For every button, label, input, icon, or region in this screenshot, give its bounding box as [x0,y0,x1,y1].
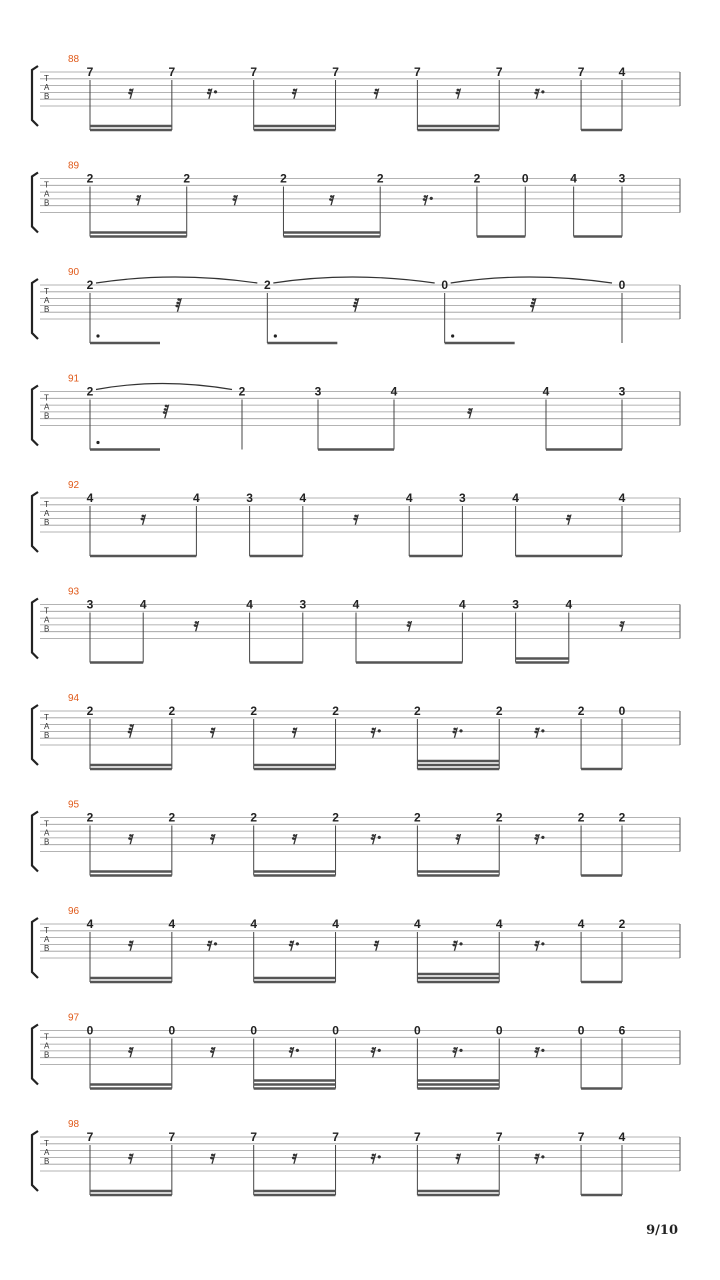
rest-symbol: 𝄿· [534,82,547,103]
tab-clef-letter: T [44,1032,49,1042]
fret-number: 4 [352,597,360,612]
tab-clef-letter: T [44,500,49,509]
fret-number: 2 [473,171,481,186]
fret-number: 2 [86,384,94,399]
rest-symbol: 𝄿 [619,614,625,636]
rest-symbol: 𝄿· [288,934,301,955]
fret-number: 4 [332,917,339,931]
rest-symbol: 𝄿 [291,721,298,742]
fret-number: 3 [512,597,519,612]
measure-number: 88 [68,54,80,65]
fret-number: 2 [618,917,626,931]
fret-number: 4 [542,384,550,399]
rest-symbol: 𝄿· [534,1147,547,1168]
tab-clef-letter: T [44,287,49,296]
fret-number: 2 [414,704,421,718]
tab-clef-letter: A [44,509,50,518]
tab-clef-letter: A [44,1148,50,1157]
tab-clef-letter: T [44,74,49,83]
tab-clef-letter: A [44,828,50,838]
fret-number: 4 [405,491,413,505]
tab-clef-letter: B [44,624,50,634]
rest-symbol: 𝄿 [210,1147,216,1168]
fret-number: 7 [495,65,503,79]
fret-number: 7 [577,65,585,79]
fret-number: 2 [280,171,287,186]
fret-number: 2 [86,278,94,292]
fret-number: 2 [332,704,339,718]
tab-system [32,1013,680,1089]
system-bracket [32,492,38,552]
fret-number: 7 [86,1130,94,1144]
tab-clef-letter: B [44,411,50,421]
rest-symbol: 𝄿 [135,188,142,210]
tab-clef-letter: B [44,518,50,527]
fret-number: 4 [168,917,176,931]
fret-number: 2 [238,384,246,399]
tab-system [32,1119,680,1195]
tab-clef-letter: T [44,1139,49,1148]
rest-symbol: 𝄿· [452,1040,465,1062]
fret-number: 2 [577,704,585,718]
fret-number: 0 [618,704,626,718]
fret-number: 7 [168,65,176,79]
fret-number: 4 [512,491,519,505]
rest-symbol: 𝅀 [530,295,537,316]
rest-symbol: 𝄿 [140,508,146,529]
tab-clef-letter: T [44,180,49,190]
tab-clef-letter: B [44,1157,50,1166]
fret-number: 2 [577,810,585,825]
rest-symbol: 𝄿· [534,1040,547,1062]
fret-number: 3 [618,171,626,186]
tab-system [32,161,680,237]
system-bracket [32,705,38,765]
fret-number: 2 [414,810,421,825]
fret-number: 0 [495,1023,503,1038]
fret-number: 2 [168,810,176,825]
tie-arc [96,277,257,283]
fret-number: 7 [250,1130,258,1144]
measure-number: 92 [68,480,80,491]
rest-symbol: 𝄿 [353,508,359,529]
rest-symbol: 𝅀 [127,721,135,742]
fret-number: 3 [299,597,307,612]
tab-system [32,267,680,343]
fret-number: 2 [495,704,503,718]
rest-symbol: 𝄿 [291,827,298,849]
fret-number: 2 [86,704,94,718]
measure-number: 98 [68,1119,80,1130]
fret-number: 4 [86,491,94,505]
fret-number: 2 [263,278,271,292]
system-bracket [32,386,38,446]
fret-number: 0 [618,278,626,292]
tab-clef-letter: T [44,926,49,935]
rest-symbol: 𝄿 [128,934,134,955]
fret-number: 4 [414,917,421,931]
fret-number: 7 [332,1130,339,1144]
measure-number: 90 [68,267,80,278]
fret-number: 4 [299,491,307,505]
tab-clef-letter: A [44,1041,50,1051]
rest-symbol: 𝄿 [128,827,134,849]
fret-number: 4 [250,917,258,931]
measure-number: 97 [68,1012,80,1024]
fret-number: 2 [618,810,626,825]
measure-number: 89 [68,160,80,172]
rest-symbol: 𝄿 [566,508,572,529]
tab-clef-letter: A [44,189,50,199]
rest-symbol: 𝅀 [162,401,170,423]
fret-number: 4 [246,597,253,612]
tab-system [32,587,680,663]
fret-number: 7 [168,1130,176,1144]
rest-symbol: 𝄿 [128,1040,134,1062]
tab-clef-letter: T [44,606,49,616]
tab-system [32,54,680,130]
rest-symbol: 𝄿 [467,401,473,423]
tab-clef-letter: T [44,393,49,403]
tab-clef-letter: B [44,731,50,740]
system-bracket [32,173,38,233]
rest-symbol: 𝄿· [370,827,383,849]
fret-number: 4 [618,491,626,505]
system-bracket [32,918,38,978]
system-bracket [32,1025,38,1085]
fret-number: 2 [168,704,176,718]
tie-arc [273,277,434,283]
tab-system [32,906,680,982]
rest-symbol: 𝄿· [206,82,219,103]
tab-clef-letter: T [44,713,49,722]
rest-symbol: 𝄿 [291,82,298,103]
fret-number: 4 [618,65,626,79]
fret-number: 7 [414,1130,421,1144]
tab-clef-letter: T [44,819,49,829]
fret-number: 3 [246,491,253,505]
rest-symbol: 𝄿 [455,82,462,103]
rest-symbol: 𝄿· [370,1147,383,1168]
measure-number: 93 [68,586,80,598]
fret-number: 3 [86,597,94,612]
tie-arc [451,277,612,283]
rest-symbol: 𝄿 [232,188,238,210]
rest-symbol: 𝄿 [373,934,380,955]
fret-number: 2 [495,810,503,825]
rest-symbol: 𝅀 [175,295,182,316]
fret-number: 2 [86,171,94,186]
dot [451,334,454,337]
rest-symbol: 𝄿 [193,614,200,636]
rest-symbol: 𝄿· [370,1040,383,1062]
tab-system [32,693,680,769]
rest-symbol: 𝄿 [128,1147,134,1168]
tie-arc [96,384,232,390]
rest-symbol: 𝄿· [534,827,547,849]
tab-system [32,374,680,450]
rest-symbol: 𝄿· [452,934,465,955]
fret-number: 0 [521,171,529,186]
fret-number: 2 [183,171,191,186]
measure-number: 94 [68,693,80,704]
system-bracket [32,599,38,659]
rest-symbol: 𝄿· [288,1040,301,1062]
page-number: 9/10 [646,1223,678,1238]
system-bracket [32,66,38,126]
tab-clef-letter: B [44,198,50,208]
system-bracket [32,812,38,872]
tab-clef-letter: B [44,944,50,953]
fret-number: 2 [250,704,258,718]
rest-symbol: 𝄿 [455,1147,462,1168]
fret-number: 4 [565,597,573,612]
fret-number: 0 [250,1023,258,1038]
fret-number: 7 [250,65,258,79]
fret-number: 4 [618,1130,626,1144]
tab-clef-letter: A [44,935,50,944]
tab-system [32,480,680,556]
fret-number: 4 [86,917,94,931]
tab-clef-letter: B [44,837,50,847]
rest-symbol: 𝄿· [534,934,547,955]
fret-number: 4 [193,491,200,505]
rest-symbol: 𝄿 [373,82,380,103]
rest-symbol: 𝄿 [406,614,412,636]
fret-number: 0 [168,1023,176,1038]
fret-number: 3 [459,491,466,505]
rest-symbol: 𝄿 [210,721,216,742]
tab-clef-letter: A [44,615,50,625]
measure-number: 91 [68,373,80,385]
rest-symbol: 𝄿 [210,1040,216,1062]
rest-symbol: 𝄿· [452,721,465,742]
fret-number: 4 [570,171,577,186]
fret-number: 3 [314,384,322,399]
measure-number: 95 [68,799,80,811]
fret-number: 2 [250,810,258,825]
fret-number: 7 [414,65,421,79]
tab-clef-letter: B [44,92,50,101]
fret-number: 0 [577,1023,585,1038]
fret-number: 2 [376,171,384,186]
system-bracket [32,279,38,339]
fret-number: 7 [577,1130,585,1144]
dot [96,441,99,444]
fret-number: 4 [495,917,503,931]
fret-number: 3 [618,384,626,399]
dot [274,334,277,337]
rest-symbol: 𝄿 [128,82,134,103]
tab-clef-letter: A [44,296,50,305]
fret-number: 7 [86,65,94,79]
tab-clef-letter: A [44,402,50,412]
dot [96,334,99,337]
rest-symbol: 𝄿 [329,188,335,210]
tab-clef-letter: A [44,722,50,731]
fret-number: 7 [332,65,339,79]
rest-symbol: 𝄿 [210,827,216,849]
fret-number: 2 [332,810,339,825]
fret-number: 7 [495,1130,503,1144]
rest-symbol: 𝅀 [352,295,360,316]
tab-clef-letter: B [44,1050,50,1060]
fret-number: 0 [332,1023,339,1038]
fret-number: 0 [441,278,449,292]
tab-clef-letter: A [44,83,50,92]
system-bracket [32,1131,38,1191]
fret-number: 4 [139,597,147,612]
fret-number: 4 [459,597,466,612]
rest-symbol: 𝄿· [370,721,383,742]
rest-symbol: 𝄿 [455,827,462,849]
fret-number: 4 [390,384,398,399]
fret-number: 0 [86,1023,94,1038]
fret-number: 4 [577,917,585,931]
fret-number: 2 [86,810,94,825]
rest-symbol: 𝄿· [206,934,219,955]
rest-symbol: 𝄿· [422,188,435,210]
tab-clef-letter: B [44,305,50,314]
tab-system [32,800,680,876]
rest-symbol: 𝄿 [291,1147,298,1168]
measure-number: 96 [68,906,80,917]
fret-number: 6 [618,1023,626,1038]
fret-number: 0 [414,1023,421,1038]
rest-symbol: 𝄿· [534,721,547,742]
